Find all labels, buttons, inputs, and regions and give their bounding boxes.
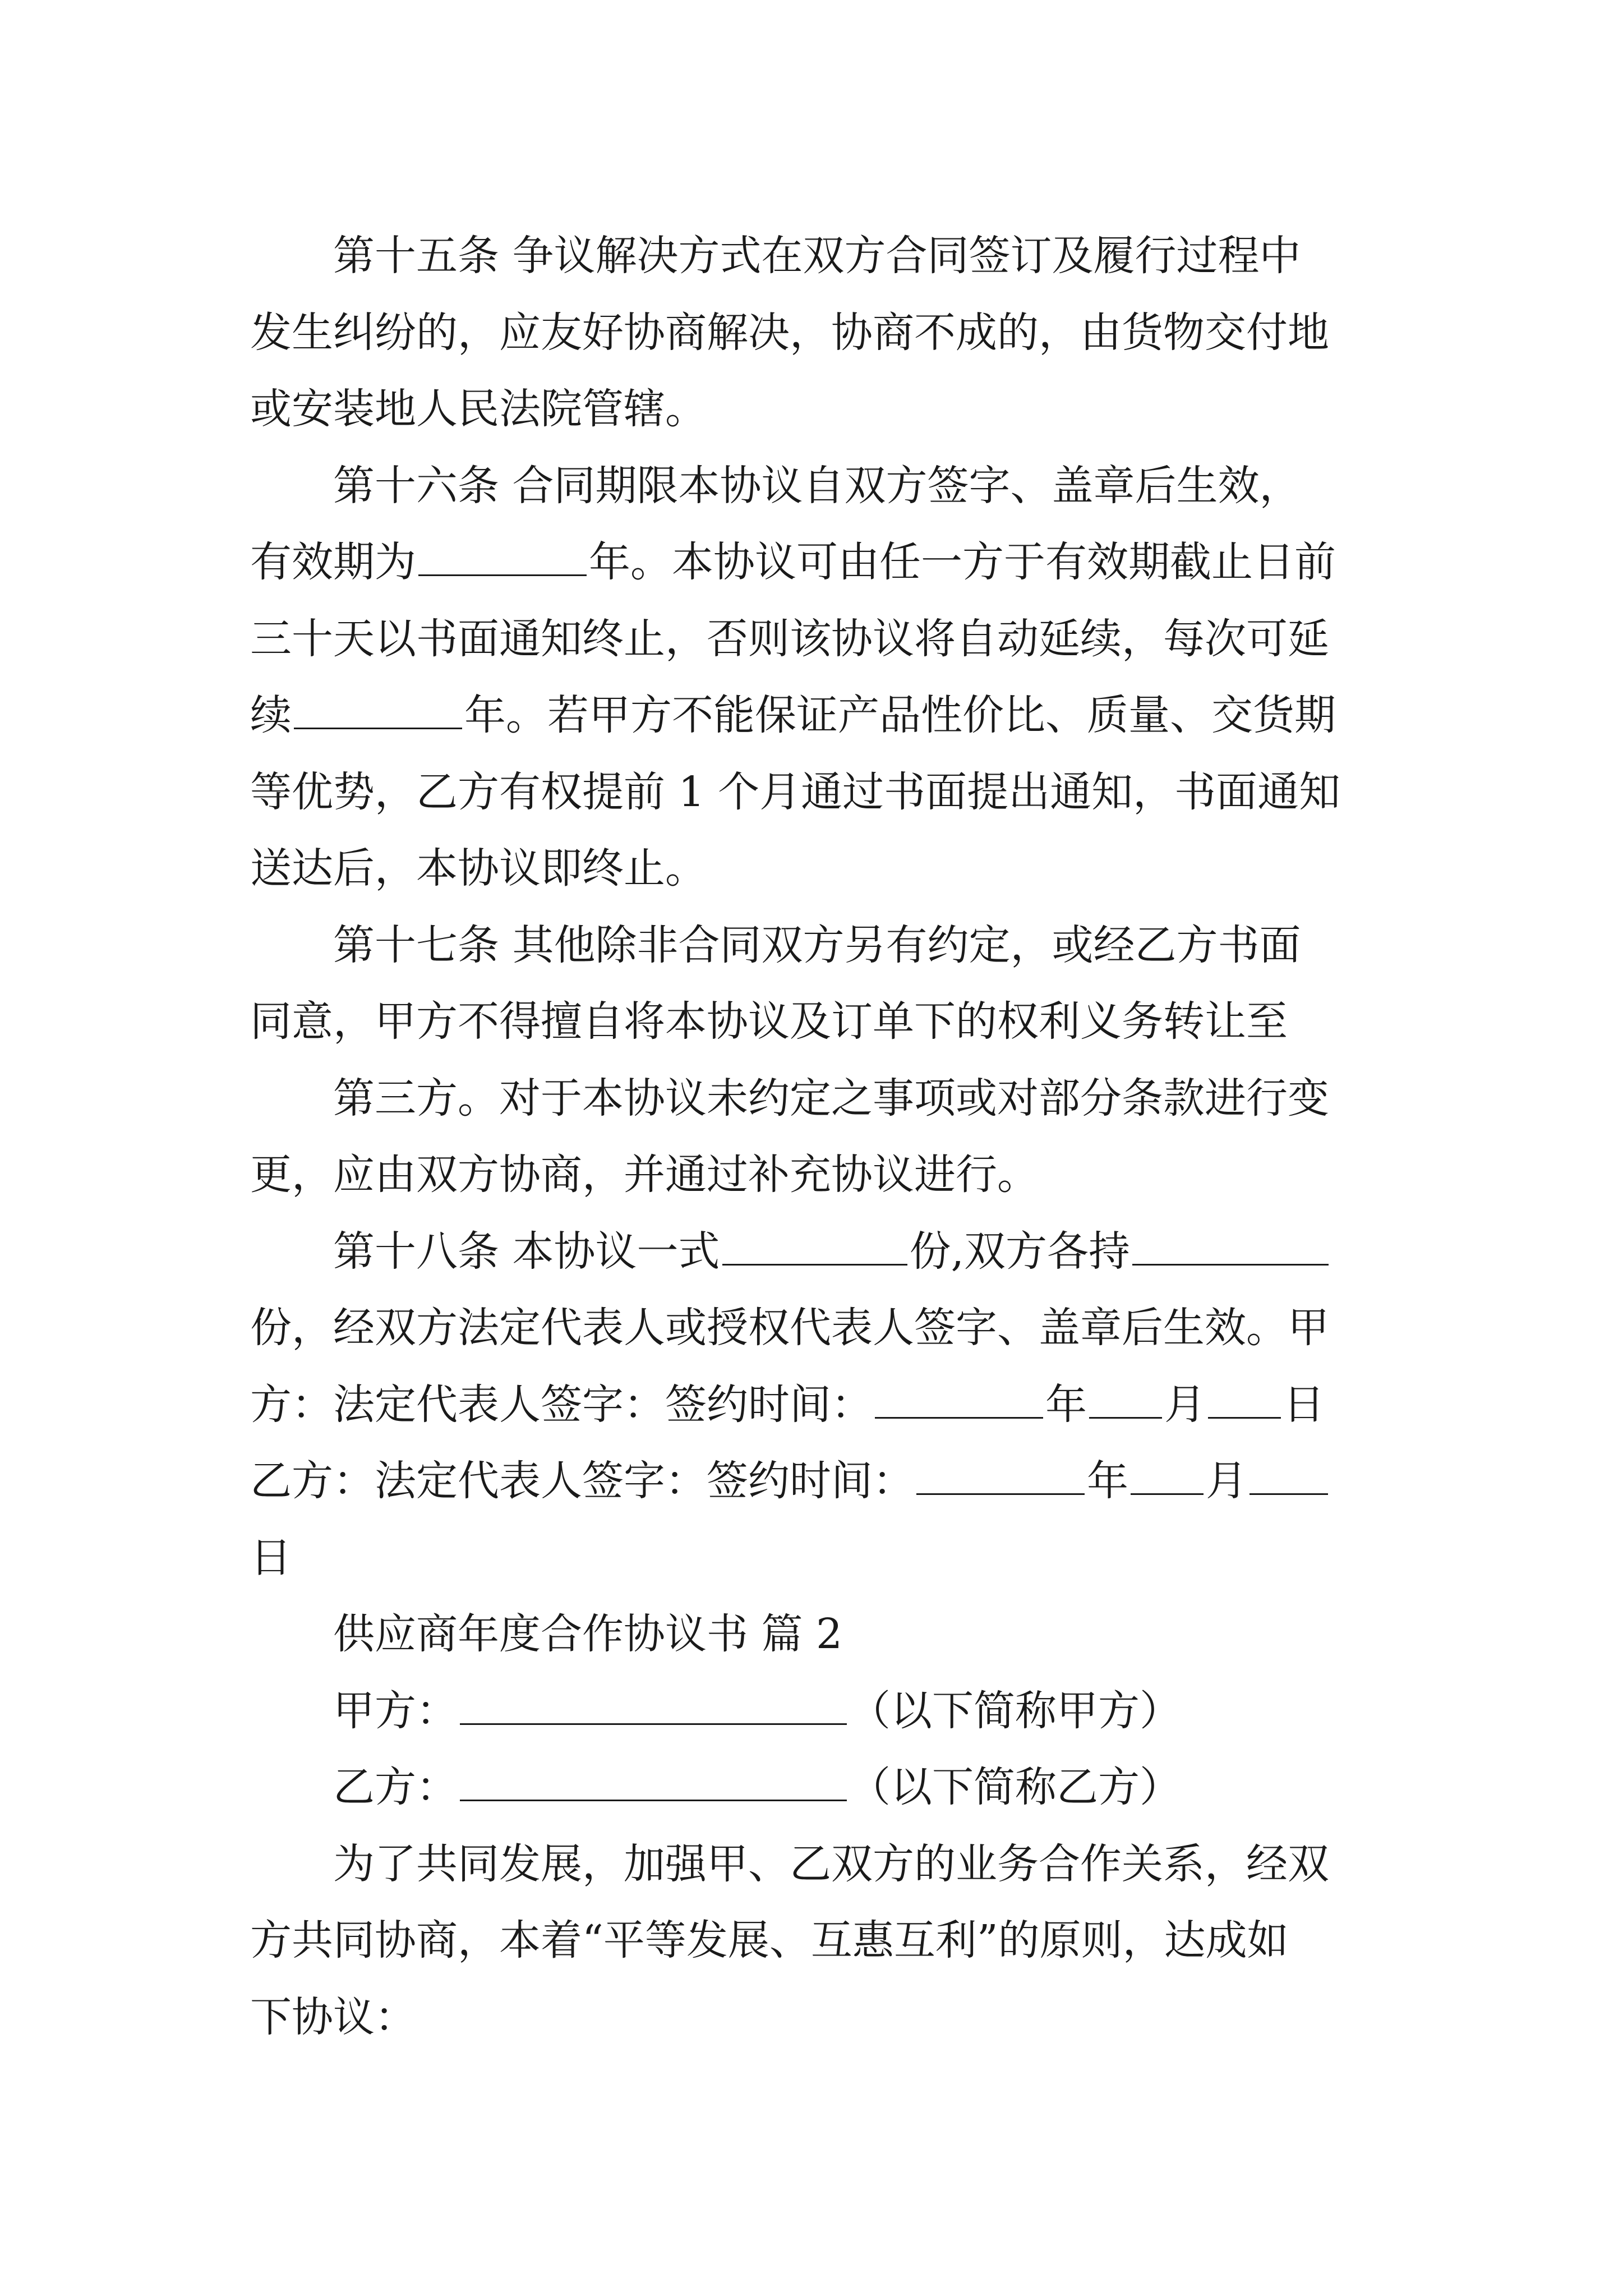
party-a-name-blank[interactable] bbox=[460, 1683, 847, 1724]
intro-line-1: 为了共同发展，加强甲、乙双方的业务合作关系，经双 bbox=[333, 1839, 1329, 1888]
party-b-year-label: 年 bbox=[1087, 1457, 1128, 1505]
party-b-line-content bbox=[250, 1749, 1372, 1826]
article-16-line-5: 等优势，乙方有权提前 1 个月通过书面提出通知，书面通知 bbox=[250, 767, 1341, 816]
party-b-month-blank[interactable] bbox=[1131, 1454, 1204, 1495]
party-a-suffix: （以下简称甲方） bbox=[849, 1686, 1181, 1735]
article-16-extend-label: 续 bbox=[250, 691, 292, 739]
party-a-label: 甲方： bbox=[333, 1686, 458, 1735]
article-17 bbox=[250, 907, 1372, 1060]
article-17-cont-line-2: 更，应由双方协商，并通过补充协议进行。 bbox=[250, 1151, 1039, 1199]
article-18-each-label: 份,双方各持 bbox=[909, 1227, 1131, 1276]
party-a-year-label: 年 bbox=[1045, 1380, 1087, 1429]
party-a-day-blank[interactable] bbox=[1208, 1377, 1281, 1418]
validity-years-blank[interactable] bbox=[418, 535, 587, 576]
article-18-line-2: 份，经双方法定代表人或授权代表人签字、盖章后生效。甲 bbox=[250, 1304, 1329, 1352]
article-15-line-3: 或安装地人民法院管辖。 bbox=[250, 385, 707, 433]
party-b-line bbox=[250, 1749, 1372, 1826]
article-16-line-6: 送达后，本协议即终止。 bbox=[250, 844, 707, 892]
article-16-line-3: 三十天以书面通知终止，否则该协议将自动延续，每次可延 bbox=[250, 614, 1329, 663]
article-15 bbox=[250, 218, 1372, 448]
party-b-label: 乙方： bbox=[333, 1763, 458, 1811]
article-16-validity-label: 有效期为 bbox=[250, 538, 416, 586]
article-17-line-1: 第十七条 其他除非合同双方另有约定，或经乙方书面 bbox=[333, 921, 1301, 969]
party-a-signature-line bbox=[167, 1366, 1372, 1443]
party-b-suffix: （以下简称乙方） bbox=[849, 1763, 1181, 1811]
article-18-copies-label: 第十八条 本协议一式 bbox=[333, 1227, 720, 1276]
article-15-line-2: 发生纠纷的，应友好协商解决，协商不成的，由货物交付地 bbox=[250, 308, 1329, 357]
article-18 bbox=[250, 1213, 1372, 1596]
party-b-name-blank[interactable] bbox=[460, 1760, 847, 1801]
party-a-year-blank[interactable] bbox=[875, 1377, 1043, 1418]
party-b-day-label: 日 bbox=[250, 1533, 292, 1582]
article-18-line-1 bbox=[250, 1213, 1372, 1290]
section-2-title-text: 供应商年度合作协议书 篇 2 bbox=[333, 1610, 843, 1658]
section-2-title bbox=[250, 1596, 1372, 1673]
document-body bbox=[250, 218, 1372, 2055]
extension-years-blank[interactable] bbox=[294, 688, 462, 729]
article-17-continued bbox=[250, 1060, 1372, 1213]
copies-each-blank[interactable] bbox=[1132, 1224, 1329, 1265]
intro-line-3: 下协议： bbox=[250, 1993, 416, 2041]
article-16-line-1: 第十六条 合同期限本协议自双方签字、盖章后生效， bbox=[333, 461, 1301, 510]
party-a-day-label: 日 bbox=[1283, 1380, 1325, 1429]
party-b-day-blank[interactable] bbox=[1249, 1454, 1328, 1495]
article-17-cont-line-1: 第三方。对于本协议未约定之事项或对部分条款进行变 bbox=[333, 1074, 1329, 1122]
article-17-line-2: 同意，甲方不得擅自将本协议及订单下的权利义务转让至 bbox=[250, 997, 1288, 1046]
article-16-extend-text: 年。若甲方不能保证产品性价比、质量、交货期 bbox=[464, 691, 1336, 739]
article-16-line-4 bbox=[167, 677, 1372, 754]
party-b-month-label: 月 bbox=[1206, 1457, 1247, 1505]
party-a-line-content bbox=[250, 1673, 1372, 1750]
article-16-validity-text: 年。本协议可由任一方于有效期截止日前 bbox=[589, 538, 1336, 586]
party-a-month-blank[interactable] bbox=[1089, 1377, 1162, 1418]
party-a-month-label: 月 bbox=[1164, 1380, 1206, 1429]
party-a-sign-label: 方：法定代表人签字：签约时间： bbox=[250, 1380, 873, 1429]
article-16 bbox=[250, 448, 1372, 907]
intro-line-2: 方共同协商，本着“平等发展、互惠互利”的原则，达成如 bbox=[250, 1916, 1289, 1964]
party-b-year-blank[interactable] bbox=[916, 1454, 1085, 1495]
article-16-line-2 bbox=[167, 524, 1372, 601]
copies-total-blank[interactable] bbox=[722, 1224, 907, 1265]
party-b-sign-label: 乙方：法定代表人签字：签约时间： bbox=[250, 1457, 914, 1505]
party-a-line bbox=[250, 1673, 1372, 1750]
article-15-line-1: 第十五条 争议解决方式在双方合同签订及履行过程中 bbox=[333, 232, 1301, 280]
party-b-signature-line bbox=[167, 1443, 1372, 1520]
section-2-intro bbox=[250, 1826, 1372, 2056]
